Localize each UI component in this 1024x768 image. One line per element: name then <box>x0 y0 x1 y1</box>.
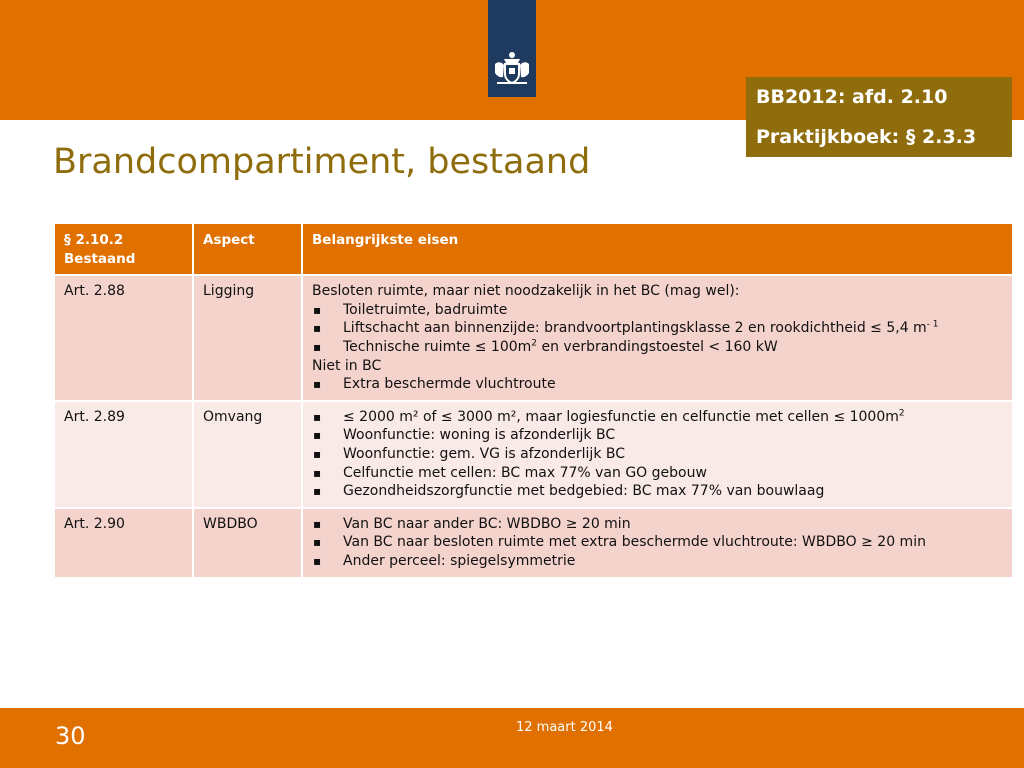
superscript: 2 <box>898 408 905 419</box>
header-aspect: Aspect <box>193 223 302 275</box>
requirements-cell <box>302 275 1013 401</box>
requirements-list <box>312 515 1008 571</box>
header-section-line2: Bestaand <box>64 250 136 267</box>
list-item: ▪ Liftschacht aan binnenzijde: brandvoortplantingsklasse 2 en rookdichtheid ≤ 5,4 $m^{- 1}$ <box>312 319 1008 338</box>
reference-box <box>746 77 1012 157</box>
requirements-sub-list <box>312 375 1008 394</box>
requirements-sub-intro: Niet in BC <box>312 357 382 374</box>
requirements-table <box>53 222 1014 579</box>
page-title: Brandcompartiment, bestaand <box>53 142 591 182</box>
logo-ribbon <box>488 0 536 97</box>
header-section-line1: § 2.10.2 <box>64 232 124 248</box>
reference-praktijkboek: Praktijkboek: § 2.3.3 <box>756 126 977 148</box>
table-row <box>54 401 1013 508</box>
list-item: ▪ Woonfunctie: woning is afzonderlijk BC <box>312 426 1008 445</box>
requirements-cell <box>302 508 1013 578</box>
list-item: ▪ Van BC naar besloten ruimte met extra beschermde vluchtroute: WBDBO ≥ 20 min <box>312 533 1008 552</box>
aspect-cell: Ligging <box>193 275 302 401</box>
list-item: ▪ Woonfunctie: gem. VG is afzonderlijk BC <box>312 445 1008 464</box>
aspect-cell: WBDBO <box>193 508 302 578</box>
list-item: ▪ Technische ruimte ≤ $100m^2$ en verbrandingstoestel < 160 kW <box>312 338 1008 357</box>
list-item: ▪ ≤ 2000 m² of ≤ 3000 m², maar logiesfunctie en celfunctie met cellen ≤ $1000m^2$ <box>312 408 1008 427</box>
footer-date: 12 maart 2014 <box>516 720 613 735</box>
requirements-cell <box>302 401 1013 508</box>
aspect-cell: Omvang <box>193 401 302 508</box>
article-cell: Art. 2.88 <box>54 275 193 401</box>
list-item: ▪ Celfunctie met cellen: BC max 77% van GO gebouw <box>312 464 1008 483</box>
requirements-list <box>312 301 1008 357</box>
requirements-list <box>312 408 1008 501</box>
header-requirements: Belangrijkste eisen <box>302 223 1013 275</box>
list-item: ▪ Gezondheidszorgfunctie met bedgebied: BC max 77% van bouwlaag <box>312 482 1008 501</box>
table-row <box>54 275 1013 401</box>
list-item: ▪ Van BC naar ander BC: WBDBO ≥ 20 min <box>312 515 1008 534</box>
header-section <box>54 223 193 275</box>
list-item: ▪ Extra beschermde vluchtroute <box>312 375 1008 394</box>
list-item: ▪ Toiletruimte, badruimte <box>312 301 1008 320</box>
table-header-row <box>54 223 1013 275</box>
superscript: - 1 <box>926 319 939 330</box>
coat-of-arms-icon <box>491 50 533 88</box>
footer-band <box>0 708 1024 768</box>
requirements-intro: Besloten ruimte, maar niet noodzakelijk in het BC (mag wel): <box>312 283 740 300</box>
page-number: 30 <box>55 722 86 750</box>
reference-bb2012: BB2012: afd. 2.10 <box>756 86 948 108</box>
table-row <box>54 508 1013 578</box>
list-item: ▪ Ander perceel: spiegelsymmetrie <box>312 552 1008 571</box>
article-cell: Art. 2.90 <box>54 508 193 578</box>
article-cell: Art. 2.89 <box>54 401 193 508</box>
superscript: 2 <box>531 338 538 349</box>
